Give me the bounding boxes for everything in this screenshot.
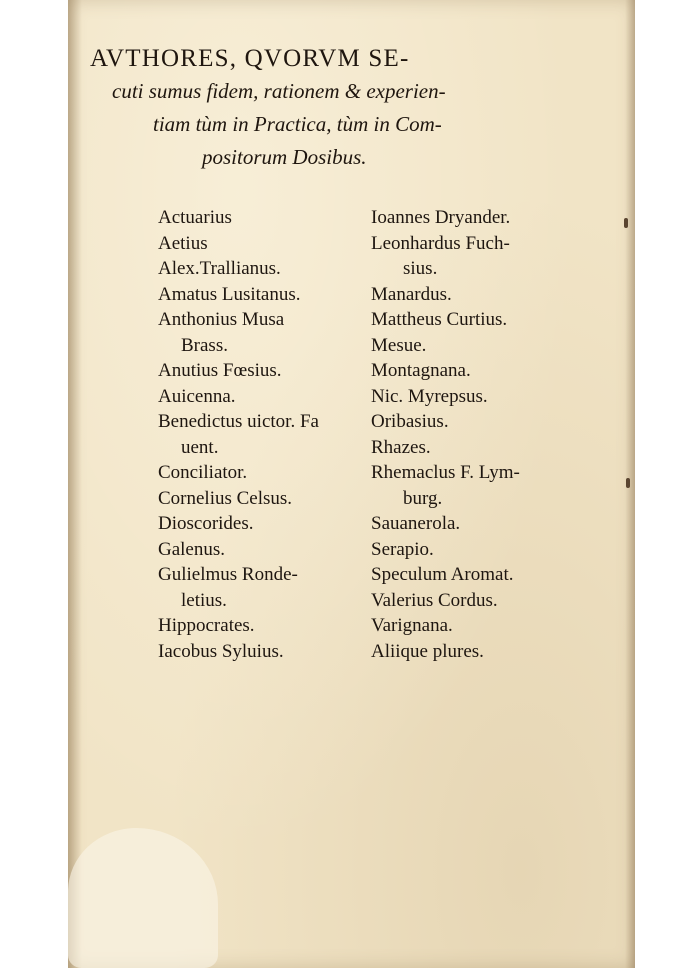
author-entry: Actuarius <box>158 207 232 228</box>
author-entry: Nic. Myrepsus. <box>371 385 488 407</box>
spine-shadow <box>68 0 82 968</box>
author-entry: Aliique plures. <box>371 640 484 662</box>
author-entry: Anutius Fœsius. <box>158 360 282 381</box>
author-entry: Mesue. <box>371 334 427 356</box>
author-entry: Sauanerola. <box>371 513 461 534</box>
author-entry: Cornelius Celsus. <box>158 487 293 509</box>
author-entry-continuation: sius. <box>403 258 438 279</box>
author-entry-continuation: Brass. <box>181 334 228 356</box>
author-entry: Aetius <box>158 232 208 254</box>
author-entry: Hippocrates. <box>158 615 255 636</box>
authors-left-column <box>158 205 368 664</box>
author-entry: Rhemaclus F. Lym- <box>371 462 520 483</box>
author-entry: Gulielmus Ronde- <box>158 564 298 585</box>
heading-line-3: tiam tùm in Practica, tùm in Com- <box>153 112 442 136</box>
author-entry-continuation: burg. <box>403 487 443 509</box>
author-entry: Manardus. <box>371 283 452 305</box>
author-entry: Anthonius Musa <box>158 309 285 330</box>
author-entry: Varignana. <box>371 615 453 636</box>
author-entry: Speculum Aromat. <box>371 564 514 585</box>
author-entry: Iacobus Syluius. <box>158 640 284 662</box>
ink-mark <box>624 218 628 228</box>
author-entry: Valerius Cordus. <box>371 589 498 611</box>
author-entry: Mattheus Curtius. <box>371 309 508 330</box>
author-entry-continuation: letius. <box>181 589 227 611</box>
author-entry: Amatus Lusitanus. <box>158 283 301 305</box>
author-entry: Alex.Trallianus. <box>158 258 281 279</box>
author-entry-continuation: uent. <box>181 436 219 458</box>
author-entry: Leonhardus Fuch- <box>371 232 510 254</box>
page-heading <box>90 42 520 174</box>
author-entry: Montagnana. <box>371 360 471 381</box>
authors-right-column <box>371 205 571 664</box>
heading-line-4: positorum Dosibus. <box>202 145 367 169</box>
author-entry: Conciliator. <box>158 462 248 483</box>
ink-mark <box>626 478 630 488</box>
author-entry: Benedictus uictor. Fa <box>158 411 319 432</box>
author-entry: Rhazes. <box>371 436 431 458</box>
heading-line-1: AVTHORES, QVORVM SE- <box>90 45 410 72</box>
author-entry: Ioannes Dryander. <box>371 207 511 228</box>
author-entry: Galenus. <box>158 538 226 560</box>
author-entry: Oribasius. <box>371 411 449 432</box>
author-entry: Auicenna. <box>158 385 236 407</box>
author-entry: Dioscorides. <box>158 513 254 534</box>
author-entry: Serapio. <box>371 538 434 560</box>
heading-line-2: cuti sumus fidem, rationem & experien- <box>112 79 446 103</box>
